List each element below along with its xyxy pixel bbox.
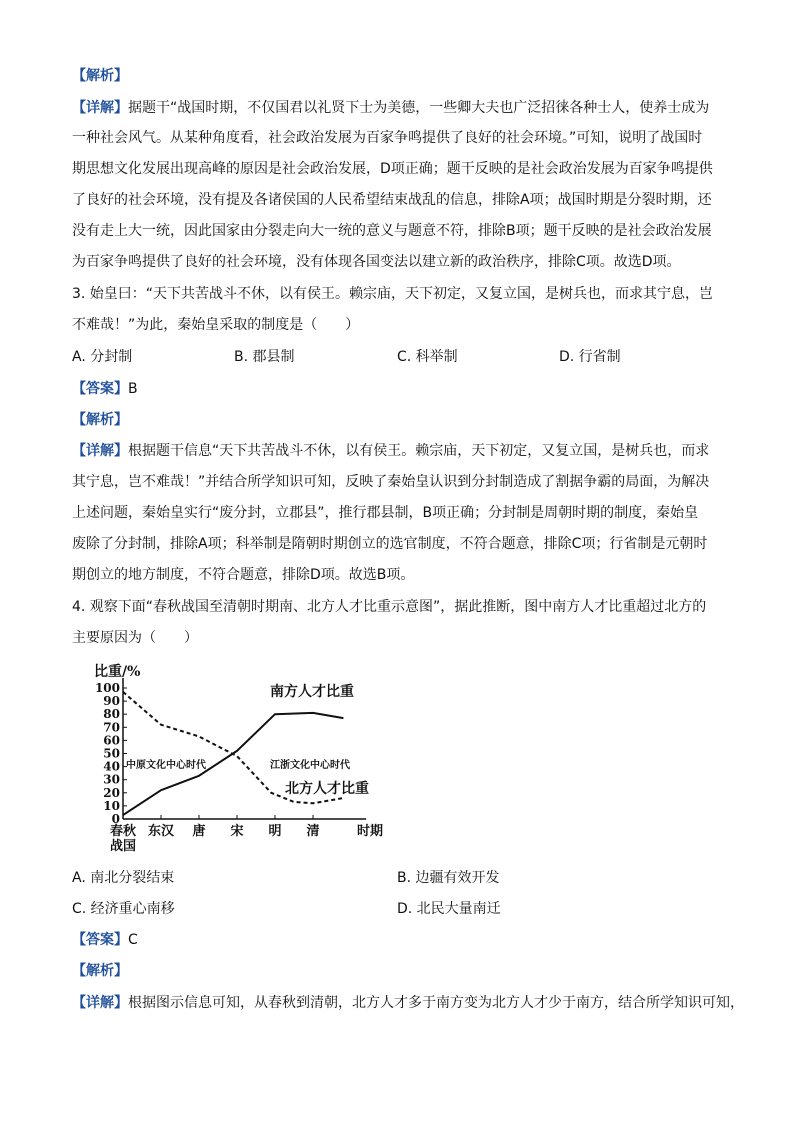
- q2-detail-line-6: 为百家争鸣提供了良好的社会环境，没有体现各国变法以建立新的政治秩序，排除C项。故选D项。: [72, 254, 681, 270]
- y-tick-label: 100: [94, 681, 120, 695]
- x-tick-label: 清: [306, 824, 320, 839]
- q3-option-d: D. 行省制: [559, 349, 621, 365]
- y-tick-label: 20: [103, 785, 120, 800]
- q3-detail-line-2: 其宁息，岂不难哉！”并结合所学知识可知，反映了秦始皇认识到分封制造成了割据争霸的局面，为解决: [72, 474, 710, 490]
- central-plains-era-annotation: 中原文化中心时代: [126, 759, 206, 771]
- x-tick-label: 宋: [230, 824, 244, 839]
- q3-detail-line-4: 废除了分封制，排除A项；科举制是隋朝时期创立的选官制度，不符合题意，排除C项；行省制是元朝时: [72, 536, 708, 552]
- q3-analysis-label: 【解析】: [72, 412, 128, 428]
- q3-option-c: C. 科举制: [397, 349, 458, 365]
- y-tick-label: 80: [103, 707, 120, 722]
- x-tick-label: 明: [268, 824, 282, 839]
- q4-option-b: B. 边疆有效开发: [397, 870, 500, 886]
- q3-option-b: B. 郡县制: [234, 349, 295, 365]
- analysis-label: 【解析】: [72, 68, 128, 84]
- q2-detail-line-5: 没有走上大一统，因此国家由分裂走向大一统的意义与题意不符，排除B项；题干反映的是社会政治发展: [72, 223, 712, 239]
- y-axis-label: 比重/%: [94, 664, 141, 680]
- y-tick-label: 50: [103, 746, 120, 761]
- q4-detail-line-1: 【详解】根据图示信息可知，从春秋到清朝，北方人才多于南方变为北方人才少于南方，结合所学知识可知，: [72, 995, 744, 1011]
- q2-detail-line-2: 一种社会风气。从某种角度看，社会政治发展为百家争鸣提供了良好的社会环境。”可知，说明了战国时: [72, 130, 703, 146]
- south-series-label: 南方人才比重: [270, 683, 354, 700]
- north-series-label: 北方人才比重: [285, 780, 369, 797]
- y-tick-label: 60: [103, 733, 120, 748]
- y-tick-label: 70: [103, 720, 120, 735]
- q3-option-a: A. 分封制: [72, 349, 133, 365]
- x-tick-label: 东汉: [147, 824, 175, 839]
- x-axis-label: 时期: [356, 824, 384, 839]
- q4-stem-line-2: 主要原因为（ ）: [72, 630, 198, 646]
- q3-stem-line-1: 3. 始皇曰：“天下共苦战斗不休，以有侯王。赖宗庙，天下初定，又复立国，是树兵也，而求其宁息，岂: [72, 286, 714, 302]
- y-tick-label: 30: [103, 772, 120, 787]
- q2-detail-line-1: 【详解】据题干“战国时期，不仅国君以礼贤下士为美德，一些卿大夫也广泛招徕各种士人，使养士成为: [72, 100, 710, 116]
- q3-answer: 【答案】B: [72, 381, 138, 397]
- detail-label: 【详解】: [72, 100, 128, 116]
- y-tick-label: 10: [103, 798, 120, 813]
- jiangzhe-era-annotation: 江浙文化中心时代: [270, 759, 350, 771]
- q4-option-c: C. 经济重心南移: [72, 901, 175, 917]
- y-tick-label: 90: [103, 694, 120, 709]
- q4-option-a: A. 南北分裂结束: [72, 870, 175, 886]
- y-tick-label: 0: [111, 812, 120, 826]
- q4-analysis-label: 【解析】: [72, 963, 128, 979]
- q3-detail-line-3: 上述问题，秦始皇实行“废分封，立郡县”，推行郡县制，B项正确；分封制是周朝时期的制度，秦始皇: [72, 505, 699, 521]
- q4-stem-line-1: 4. 观察下面“春秋战国至清朝时期南、北方人才比重示意图”，据此推断，图中南方人才比重超过北方的: [72, 599, 707, 615]
- q4-option-d: D. 北民大量南迁: [397, 901, 501, 917]
- x-tick-sublabel: 战国: [109, 839, 137, 854]
- x-tick-label: 唐: [192, 824, 206, 839]
- talent-ratio-chart: [80, 652, 400, 862]
- q3-detail-line-5: 期创立的地方制度，不符合题意，排除D项。故选B项。: [72, 567, 415, 583]
- q2-detail-line-3: 期思想文化发展出现高峰的原因是社会政治发展，D项正确；题干反映的是社会政治发展为百家争鸣提供: [72, 161, 713, 177]
- q2-detail-line-4: 了良好的社会环境，没有提及各诸侯国的人民希望结束战乱的信息，排除A项；战国时期是分裂时期，还: [72, 192, 712, 208]
- y-tick-label: 40: [103, 759, 120, 774]
- q3-detail-line-1: 【详解】根据题干信息“天下共苦战斗不休，以有侯王。赖宗庙，天下初定，又复立国，是树兵也，而求: [72, 443, 710, 459]
- x-tick-label: 春秋: [109, 824, 137, 839]
- q4-answer: 【答案】C: [72, 932, 138, 948]
- q3-stem-line-2: 不难哉！”为此，秦始皇采取的制度是（ ）: [72, 317, 360, 333]
